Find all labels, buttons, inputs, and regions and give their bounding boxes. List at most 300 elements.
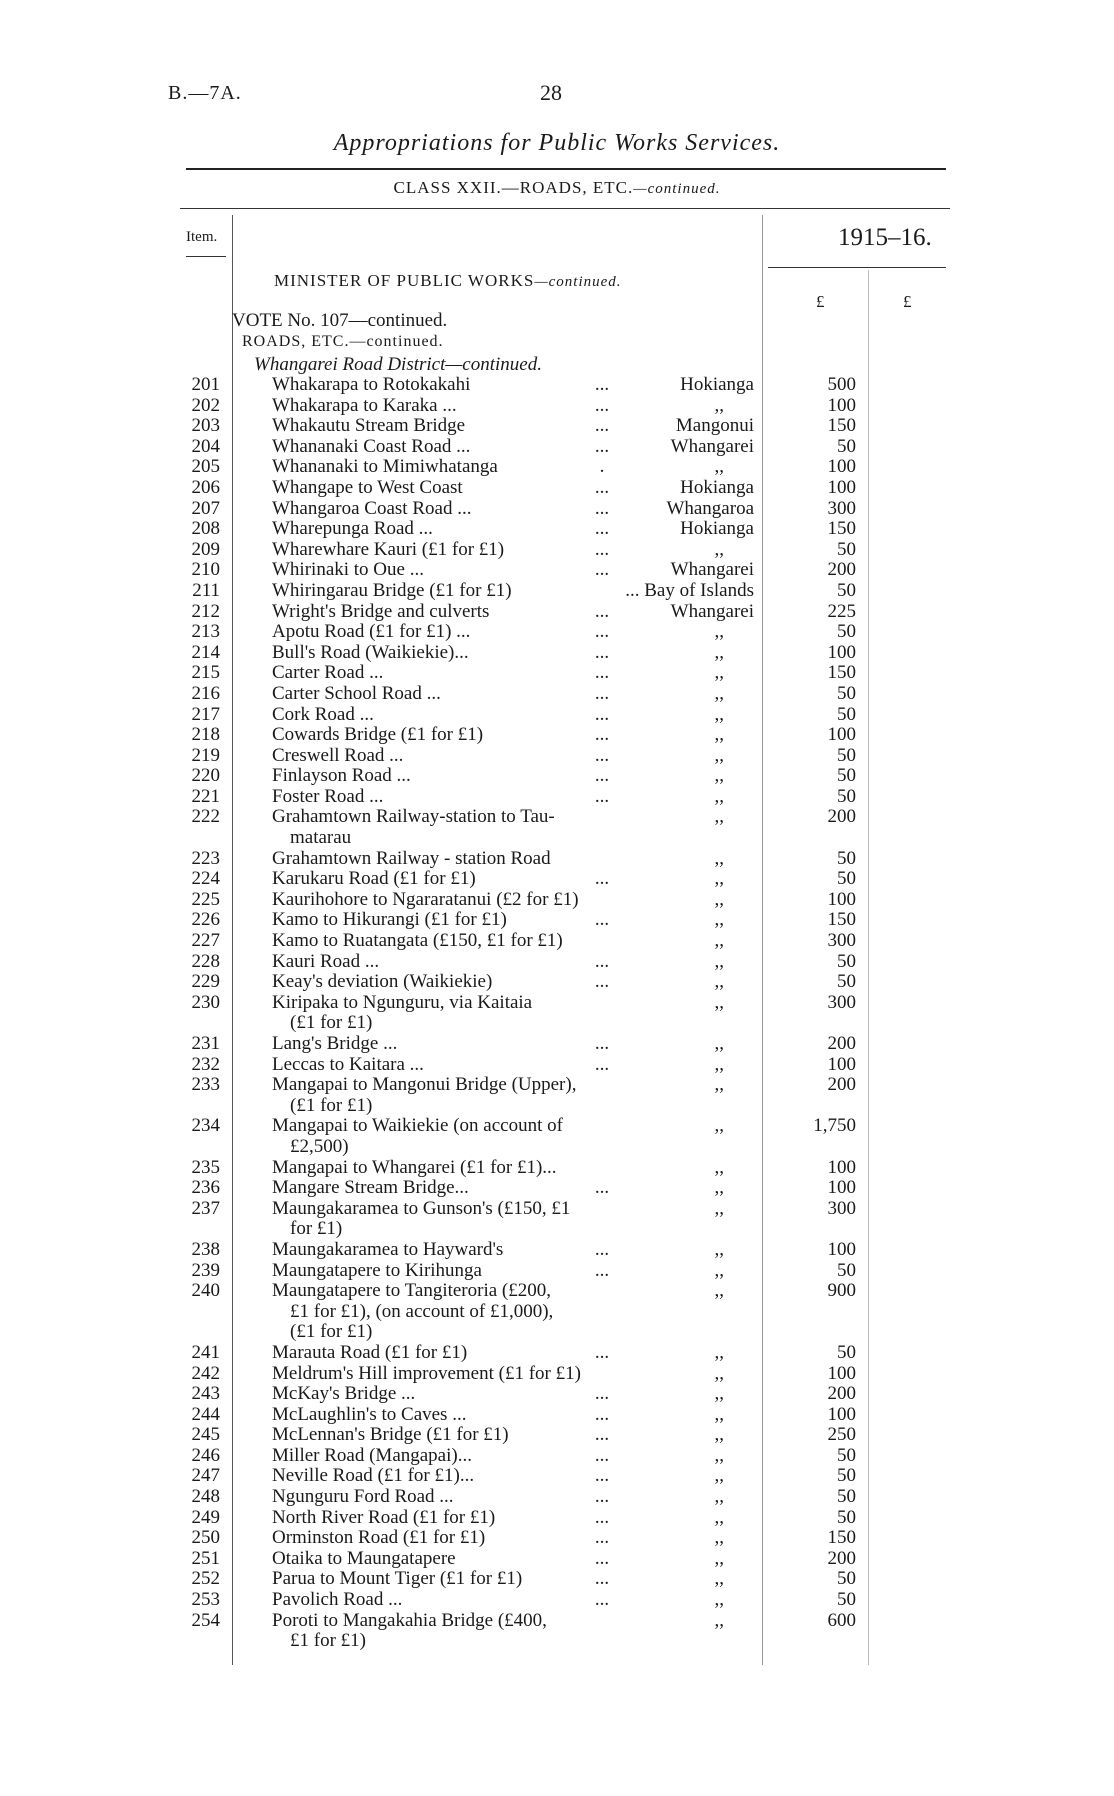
description-line: Whananaki Coast Road ... [272, 435, 471, 457]
item-number: 207 [191, 497, 220, 519]
leader-dots: ... [594, 559, 610, 581]
item-description [272, 1343, 624, 1364]
description-line: McLennan's Bridge (£1 for £1) [272, 1424, 509, 1446]
table-row [0, 375, 1114, 396]
leader-dots: ... [594, 538, 610, 560]
class-heading-text: CLASS XXII.—ROADS, ETC. [393, 178, 634, 197]
leader-dots: ... [594, 1033, 610, 1054]
item-number: 225 [191, 888, 220, 910]
item-number: 228 [191, 950, 220, 972]
appropriation-amount: 150 [827, 909, 856, 931]
county-name: ,, [714, 724, 724, 746]
appropriation-amount: 50 [837, 1341, 856, 1363]
appropriation-amount: 50 [837, 868, 856, 890]
table-row [0, 1384, 1114, 1405]
county-name: Whangaroa [666, 497, 754, 519]
description-line: Otaika to Maungatapere [272, 1547, 456, 1569]
item-description [272, 1528, 624, 1549]
item-number: 221 [191, 785, 220, 807]
appropriation-amount: 200 [827, 1383, 856, 1405]
county-name: ,, [714, 744, 724, 766]
description-line: McLaughlin's to Caves ... [272, 1403, 467, 1425]
item-header-rule [186, 256, 226, 257]
table-row [0, 396, 1114, 417]
item-description [272, 622, 624, 643]
item-number: 230 [191, 991, 220, 1013]
item-description [272, 890, 624, 911]
table-row [0, 684, 1114, 705]
table-row [0, 972, 1114, 993]
item-description [272, 478, 624, 499]
item-description [272, 1261, 624, 1282]
description-line: £1 for £1), (on account of £1,000), [290, 1300, 554, 1322]
description-line: (£1 for £1) [290, 1094, 373, 1116]
leader-dots: ... [594, 600, 610, 622]
description-line: Neville Road (£1 for £1)... [272, 1465, 475, 1487]
item-description [272, 1466, 624, 1487]
appropriation-table [0, 375, 1114, 1652]
item-number: 248 [191, 1486, 220, 1508]
description-line: Carter Road ... [272, 662, 384, 684]
year-column-header: 1915–16. [838, 224, 932, 251]
table-row [0, 746, 1114, 767]
description-line: Whakarapa to Rotokakahi [272, 374, 471, 395]
county-name: ,, [714, 1403, 724, 1425]
appropriation-amount: 50 [837, 703, 856, 725]
item-description [272, 746, 624, 767]
appropriation-amount: 50 [837, 435, 856, 457]
county-name: ,, [714, 888, 724, 910]
table-row [0, 1425, 1114, 1446]
table-row [0, 1055, 1114, 1076]
description-line: Wharepunga Road ... [272, 518, 433, 540]
table-row [0, 1611, 1114, 1652]
appropriation-amount: 200 [827, 1547, 856, 1569]
county-name: ,, [714, 868, 724, 890]
leader-dots: ... [594, 1486, 610, 1508]
county-name: ,, [714, 1197, 724, 1219]
appropriation-amount: 50 [837, 621, 856, 643]
table-row [0, 705, 1114, 726]
item-description [272, 993, 624, 1034]
appropriation-amount: 1,750 [813, 1115, 856, 1137]
table-row [0, 1178, 1114, 1199]
description-line: Foster Road ... [272, 785, 384, 807]
pound-symbol-col1: £ [816, 292, 825, 311]
table-row [0, 622, 1114, 643]
county-name: ,, [714, 1156, 724, 1178]
county-name: Whangarei [670, 435, 754, 457]
description-line: Kaurihohore to Ngararatanui (£2 for £1) [272, 888, 579, 910]
item-number: 218 [191, 724, 220, 746]
table-row [0, 1158, 1114, 1179]
county-name: ,, [714, 1547, 724, 1569]
county-name: Hokianga [680, 476, 754, 498]
description-line: Maungakaramea to Gunson's (£150, £1 [272, 1197, 571, 1219]
leader-dots: ... [594, 785, 610, 807]
item-description [272, 540, 624, 561]
item-description [272, 1158, 624, 1179]
county-name: Mangonui [675, 415, 754, 437]
item-description [272, 972, 624, 993]
county-name: ,, [714, 1527, 724, 1549]
item-description [272, 396, 624, 417]
leader-dots: ... [594, 1527, 610, 1549]
county-name: Hokianga [680, 374, 754, 395]
county-name: ,, [714, 1383, 724, 1405]
appropriation-amount: 50 [837, 1259, 856, 1281]
description-line: Karukaru Road (£1 for £1) [272, 868, 476, 890]
appropriation-amount: 600 [827, 1609, 856, 1631]
item-number: 238 [191, 1238, 220, 1260]
appropriation-amount: 50 [837, 847, 856, 869]
item-description [272, 602, 624, 623]
item-number: 242 [191, 1362, 220, 1384]
vote-heading: VOTE No. 107—continued. [232, 310, 448, 331]
appropriation-amount: 50 [837, 1444, 856, 1466]
appropriation-amount: 100 [827, 1156, 856, 1178]
minister-heading-suffix: —continued. [534, 274, 622, 290]
county-name: ,, [714, 847, 724, 869]
minister-heading-text: MINISTER OF PUBLIC WORKS [274, 271, 535, 290]
leader-dots: ... [594, 1424, 610, 1446]
description-line: Kamo to Ruatangata (£150, £1 for £1) [272, 930, 563, 952]
item-description [272, 457, 624, 478]
table-row [0, 1199, 1114, 1240]
item-description [272, 1364, 624, 1385]
description-line: Poroti to Mangakahia Bridge (£400, [272, 1609, 547, 1631]
appropriation-amount: 150 [827, 1527, 856, 1549]
appropriation-amount: 900 [827, 1280, 856, 1302]
item-number: 254 [191, 1609, 220, 1631]
item-number: 223 [191, 847, 220, 869]
item-number: 214 [191, 641, 220, 663]
county-name: ,, [714, 1609, 724, 1631]
item-description [272, 1116, 624, 1157]
table-row [0, 725, 1114, 746]
table-row [0, 1261, 1114, 1282]
table-row [0, 869, 1114, 890]
description-line: Grahamtown Railway - station Road [272, 847, 551, 869]
table-row [0, 1075, 1114, 1116]
description-line: Ngunguru Ford Road ... [272, 1486, 454, 1508]
description-line: for £1) [290, 1218, 343, 1240]
description-line: Apotu Road (£1 for £1) ... [272, 621, 471, 643]
item-number: 213 [191, 621, 220, 643]
item-description [272, 437, 624, 458]
item-number: 208 [191, 518, 220, 540]
description-line: North River Road (£1 for £1) [272, 1506, 496, 1528]
item-description [272, 375, 624, 396]
appropriation-amount: 50 [837, 682, 856, 704]
item-description [272, 416, 624, 437]
county-name: ,, [714, 621, 724, 643]
leader-dots: ... [594, 394, 610, 416]
description-line: Whiringarau Bridge (£1 for £1) [272, 579, 512, 601]
leader-dots: ... [594, 374, 610, 395]
appropriation-amount: 100 [827, 1362, 856, 1384]
appropriation-amount: 100 [827, 394, 856, 416]
item-description [272, 643, 624, 664]
item-description [272, 1569, 624, 1590]
appropriation-amount: 100 [827, 641, 856, 663]
county-name: ,, [714, 1053, 724, 1075]
item-number: 204 [191, 435, 220, 457]
table-row [0, 499, 1114, 520]
description-line: Kamo to Hikurangi (£1 for £1) [272, 909, 507, 931]
item-description [272, 1075, 624, 1116]
item-description [272, 1055, 624, 1076]
table-row [0, 787, 1114, 808]
table-row [0, 437, 1114, 458]
item-column-header: Item. [186, 229, 218, 245]
item-number: 212 [191, 600, 220, 622]
item-description [272, 1405, 624, 1426]
item-number: 249 [191, 1506, 220, 1528]
county-name: ,, [714, 1362, 724, 1384]
appropriation-amount: 50 [837, 1486, 856, 1508]
county-name: ,, [714, 1033, 724, 1054]
description-line: Keay's deviation (Waikiekie) [272, 971, 493, 993]
appropriation-amount: 225 [827, 600, 856, 622]
leader-dots: ... [594, 1383, 610, 1405]
description-line: Lang's Bridge ... [272, 1033, 398, 1054]
county-name: ,, [714, 1465, 724, 1487]
description-line: Whakautu Stream Bridge [272, 415, 466, 437]
table-top-rule [180, 208, 950, 209]
county-name: Whangarei [670, 559, 754, 581]
minister-heading [274, 271, 622, 291]
table-row [0, 1343, 1114, 1364]
county-name: ,, [714, 971, 724, 993]
item-description [272, 1425, 624, 1446]
appropriation-amount: 50 [837, 1506, 856, 1528]
item-description [272, 931, 624, 952]
page-number: 28 [540, 80, 562, 105]
item-number: 245 [191, 1424, 220, 1446]
description-line: Whananaki to Mimiwhatanga [272, 456, 498, 478]
county-name: ,, [714, 538, 724, 560]
item-number: 227 [191, 930, 220, 952]
description-line: Bull's Road (Waikiekie)... [272, 641, 469, 663]
leader-dots: ... [594, 497, 610, 519]
county-name: ... Bay of Islands [625, 579, 754, 601]
item-number: 219 [191, 744, 220, 766]
description-line: Grahamtown Railway-station to Tau- [272, 806, 555, 828]
pound-symbol-col2: £ [903, 292, 912, 311]
item-number: 216 [191, 682, 220, 704]
description-line: £1 for £1) [290, 1630, 366, 1652]
table-row [0, 1487, 1114, 1508]
table-row [0, 1549, 1114, 1570]
item-number: 253 [191, 1589, 220, 1611]
leader-dots: ... [594, 1177, 610, 1199]
appropriation-amount: 300 [827, 1197, 856, 1219]
county-name: ,, [714, 394, 724, 416]
item-number: 222 [191, 806, 220, 828]
item-number: 211 [192, 579, 220, 601]
county-name: ,, [714, 909, 724, 931]
item-number: 243 [191, 1383, 220, 1405]
description-line: Marauta Road (£1 for £1) [272, 1341, 468, 1363]
table-row [0, 540, 1114, 561]
county-name: ,, [714, 1259, 724, 1281]
county-name: ,, [714, 1115, 724, 1137]
description-line: Orminston Road (£1 for £1) [272, 1527, 486, 1549]
description-line: £2,500) [290, 1135, 349, 1157]
leader-dots: ... [594, 868, 610, 890]
table-row [0, 457, 1114, 478]
item-number: 226 [191, 909, 220, 931]
item-description [272, 766, 624, 787]
document-reference: B.—7A. [168, 82, 242, 104]
county-name: ,, [714, 806, 724, 828]
leader-dots: ... [594, 971, 610, 993]
table-row [0, 663, 1114, 684]
county-name: ,, [714, 1589, 724, 1611]
appropriation-amount: 50 [837, 744, 856, 766]
appropriation-amount: 100 [827, 888, 856, 910]
item-description [272, 519, 624, 540]
table-row [0, 560, 1114, 581]
leader-dots: ... [594, 641, 610, 663]
item-number: 217 [191, 703, 220, 725]
description-line: Carter School Road ... [272, 682, 441, 704]
description-line: Wharewhare Kauri (£1 for £1) [272, 538, 505, 560]
appropriation-amount: 150 [827, 662, 856, 684]
item-number: 244 [191, 1403, 220, 1425]
appropriation-amount: 50 [837, 538, 856, 560]
county-name: ,, [714, 1074, 724, 1096]
table-row [0, 602, 1114, 623]
appropriation-amount: 200 [827, 559, 856, 581]
description-line: Creswell Road ... [272, 744, 404, 766]
appropriation-amount: 100 [827, 1403, 856, 1425]
item-number: 252 [191, 1568, 220, 1590]
table-row [0, 890, 1114, 911]
leader-dots: ... [594, 950, 610, 972]
item-description [272, 1384, 624, 1405]
appropriation-amount: 300 [827, 497, 856, 519]
appropriation-amount: 50 [837, 579, 856, 601]
table-row [0, 931, 1114, 952]
item-number: 202 [191, 394, 220, 416]
county-name: ,, [714, 1280, 724, 1302]
item-number: 250 [191, 1527, 220, 1549]
item-number: 209 [191, 538, 220, 560]
appropriation-amount: 150 [827, 415, 856, 437]
table-row [0, 1364, 1114, 1385]
county-name: ,, [714, 456, 724, 478]
leader-dots: ... [594, 476, 610, 498]
item-number: 246 [191, 1444, 220, 1466]
appropriation-amount: 50 [837, 765, 856, 787]
table-row [0, 519, 1114, 540]
item-description [272, 684, 624, 705]
appropriation-amount: 300 [827, 991, 856, 1013]
item-number: 203 [191, 415, 220, 437]
appropriation-amount: 50 [837, 971, 856, 993]
appropriation-amount: 100 [827, 456, 856, 478]
description-line: Meldrum's Hill improvement (£1 for £1) [272, 1362, 581, 1384]
leader-dots: ... [594, 1341, 610, 1363]
item-description [272, 560, 624, 581]
table-row [0, 478, 1114, 499]
item-description [272, 1240, 624, 1261]
item-description [272, 869, 624, 890]
appropriation-amount: 200 [827, 1074, 856, 1096]
description-line: Wright's Bridge and culverts [272, 600, 490, 622]
table-row [0, 807, 1114, 848]
county-name: ,, [714, 1506, 724, 1528]
table-row [0, 1508, 1114, 1529]
leader-dots: ... [594, 1547, 610, 1569]
table-row [0, 766, 1114, 787]
county-name: ,, [714, 1177, 724, 1199]
roads-subheading: ROADS, ETC.—continued. [242, 333, 444, 350]
description-line: Mangapai to Mangonui Bridge (Upper), [272, 1074, 577, 1096]
table-row [0, 910, 1114, 931]
description-line: Pavolich Road ... [272, 1589, 403, 1611]
description-line: matarau [290, 827, 352, 849]
leader-dots: ... [594, 518, 610, 540]
description-line: Kiripaka to Ngunguru, via Kaitaia [272, 991, 533, 1013]
item-number: 206 [191, 476, 220, 498]
description-line: Mangare Stream Bridge... [272, 1177, 469, 1199]
leader-dots: ... [594, 1506, 610, 1528]
item-description [272, 787, 624, 808]
description-line: Mangapai to Whangarei (£1 for £1)... [272, 1156, 557, 1178]
table-row [0, 1034, 1114, 1055]
description-line: Whangaroa Coast Road ... [272, 497, 472, 519]
appropriation-amount: 100 [827, 476, 856, 498]
appropriation-amount: 50 [837, 785, 856, 807]
county-name: ,, [714, 930, 724, 952]
appropriation-amount: 500 [827, 374, 856, 395]
item-description [272, 952, 624, 973]
leader-dots: ... [594, 415, 610, 437]
leader-dots: ... [594, 1568, 610, 1590]
leader-dots: ... [594, 1589, 610, 1611]
appropriation-amount: 250 [827, 1424, 856, 1446]
appropriation-amount: 100 [827, 724, 856, 746]
leader-dots: ... [594, 1053, 610, 1075]
table-row [0, 1528, 1114, 1549]
item-description [272, 910, 624, 931]
description-line: Kauri Road ... [272, 950, 380, 972]
table-row [0, 1240, 1114, 1261]
leader-dots: ... [594, 724, 610, 746]
item-description [272, 1446, 624, 1467]
leader-dots: ... [594, 435, 610, 457]
table-row [0, 1116, 1114, 1157]
county-name: ,, [714, 703, 724, 725]
table-row [0, 581, 1114, 602]
item-number: 220 [191, 765, 220, 787]
leader-dots: ... [594, 744, 610, 766]
item-description [272, 725, 624, 746]
description-line: Whangape to West Coast [272, 476, 463, 498]
item-number: 239 [191, 1259, 220, 1281]
appropriation-amount: 50 [837, 1589, 856, 1611]
item-description [272, 1487, 624, 1508]
leader-dots: ... [594, 1444, 610, 1466]
leader-dots: ... [594, 765, 610, 787]
leader-dots: ... [594, 1465, 610, 1487]
leader-dots: ... [594, 1238, 610, 1260]
table-row [0, 1281, 1114, 1343]
item-description [272, 1508, 624, 1529]
